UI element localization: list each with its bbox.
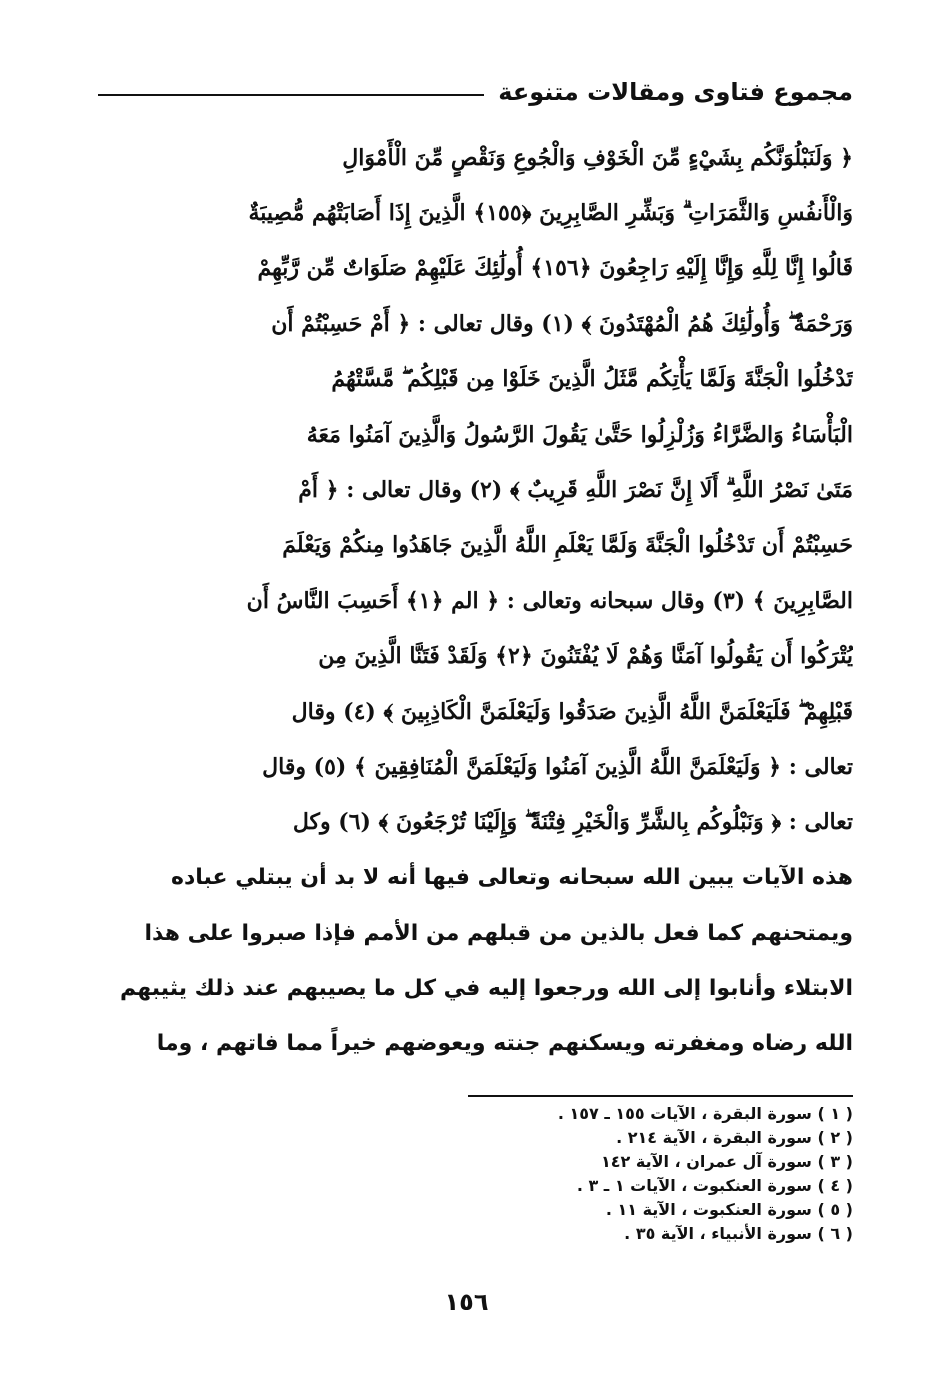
text-line: وَالْأَنفُسِ وَالثَّمَرَاتِ ۗ وَبَشِّرِ الصَّابِرِينَ ﴿١٥٥﴾ الَّذِينَ إِذَا أَصَابَتْهُم مُّصِيبَةٌ: [248, 200, 853, 227]
text-line: يُتْرَكُوا أَن يَقُولُوا آمَنَّا وَهُمْ لَا يُفْتَنُونَ ﴿٢﴾ وَلَقَدْ فَتَنَّا الَّذِينَ مِن: [318, 643, 853, 670]
page-number: ١٥٦: [444, 1288, 489, 1316]
text-line: الابتلاء وأنابوا إلى الله ورجعوا إليه في كل ما يصيبهم عند ذلك يثيبهم: [120, 976, 853, 1002]
footnote: ( ١ ) سورة البقرة ، الآيات ١٥٥ ـ ١٥٧ .: [557, 1104, 853, 1123]
text-line: تعالى : ﴿ وَنَبْلُوكُم بِالشَّرِّ وَالْخَيْرِ فِتْنَةً ۖ وَإِلَيْنَا تُرْجَعُونَ ﴾ (٦) وكل: [292, 809, 853, 836]
book-title: مجموع فتاوى ومقالات متنوعة: [498, 78, 853, 106]
text-line: قَبْلِهِمْ ۖ فَلَيَعْلَمَنَّ اللَّهُ الَّذِينَ صَدَقُوا وَلَيَعْلَمَنَّ الْكَاذِبِينَ ﴾ (٤) وقال: [291, 698, 853, 725]
text-line: ﴿ وَلَنَبْلُوَنَّكُم بِشَيْءٍ مِّنَ الْخَوْفِ وَالْجُوعِ وَنَقْصٍ مِّنَ الْأَمْوَالِ: [342, 144, 853, 171]
text-line: تَدْخُلُوا الْجَنَّةَ وَلَمَّا يَأْتِكُم مَّثَلُ الَّذِينَ خَلَوْا مِن قَبْلِكُم ۖ مَّسَّتْهُمُ: [331, 366, 853, 393]
text-line: هذه الآيات يبين الله سبحانه وتعالى فيها أنه لا بد أن يبتلي عباده: [170, 865, 853, 891]
text-line: الصَّابِرِينَ ﴾ (٣) وقال سبحانه وتعالى : ﴿ الم ﴿١﴾ أَحَسِبَ النَّاسُ أَن: [246, 587, 853, 614]
text-line: قَالُوا إِنَّا لِلَّهِ وَإِنَّا إِلَيْهِ رَاجِعُونَ ﴿١٥٦﴾ أُولَٰئِكَ عَلَيْهِمْ صَلَوَاتٌ مِّن رَّبِّهِمْ: [257, 255, 853, 282]
footnote: ( ٤ ) سورة العنكبوت ، الآيات ١ ـ ٣ .: [576, 1176, 853, 1195]
footnote-separator: [468, 1095, 853, 1097]
header-rule: [98, 94, 484, 96]
text-line: حَسِبْتُمْ أَن تَدْخُلُوا الْجَنَّةَ وَلَمَّا يَعْلَمِ اللَّهُ الَّذِينَ جَاهَدُوا مِنكُمْ وَيَعْلَمَ: [282, 532, 853, 559]
footnote: ( ٢ ) سورة البقرة ، الآية ٢١٤ .: [616, 1128, 853, 1147]
footnote: ( ٣ ) سورة آل عمران ، الآية ١٤٢: [601, 1152, 853, 1171]
main-text: [98, 130, 853, 1072]
footnote: ( ٦ ) سورة الأنبياء ، الآية ٣٥ .: [624, 1224, 853, 1243]
text-line: وَرَحْمَةٌ ۖ وَأُولَٰئِكَ هُمُ الْمُهْتَدُونَ ﴾ (١) وقال تعالى : ﴿ أَمْ حَسِبْتُمْ أَن: [271, 310, 853, 337]
text-line: تعالى : ﴿ وَلَيَعْلَمَنَّ اللَّهُ الَّذِينَ آمَنُوا وَلَيَعْلَمَنَّ الْمُنَافِقِينَ ﴾ (٥) وقال: [262, 753, 853, 780]
text-line: مَتَىٰ نَصْرُ اللَّهِ ۗ أَلَا إِنَّ نَصْرَ اللَّهِ قَرِيبٌ ﴾ (٢) وقال تعالى : ﴿ أَمْ: [298, 477, 853, 504]
text-line: الله رضاه ومغفرته ويسكنهم جنته ويعوضهم خيراً مما فاتهم ، وما: [156, 1031, 853, 1057]
text-line: الْبَأْسَاءُ وَالضَّرَّاءُ وَزُلْزِلُوا حَتَّىٰ يَقُولَ الرَّسُولُ وَالَّذِينَ آمَنُوا مَعَهُ: [306, 421, 853, 448]
running-header: [98, 70, 853, 114]
footnotes: [453, 1102, 853, 1246]
footnote: ( ٥ ) سورة العنكبوت ، الآية ١١ .: [605, 1200, 853, 1219]
text-line: ويمتحنهم كما فعل بالذين من قبلهم من الأمم فإذا صبروا على هذا: [144, 920, 853, 946]
